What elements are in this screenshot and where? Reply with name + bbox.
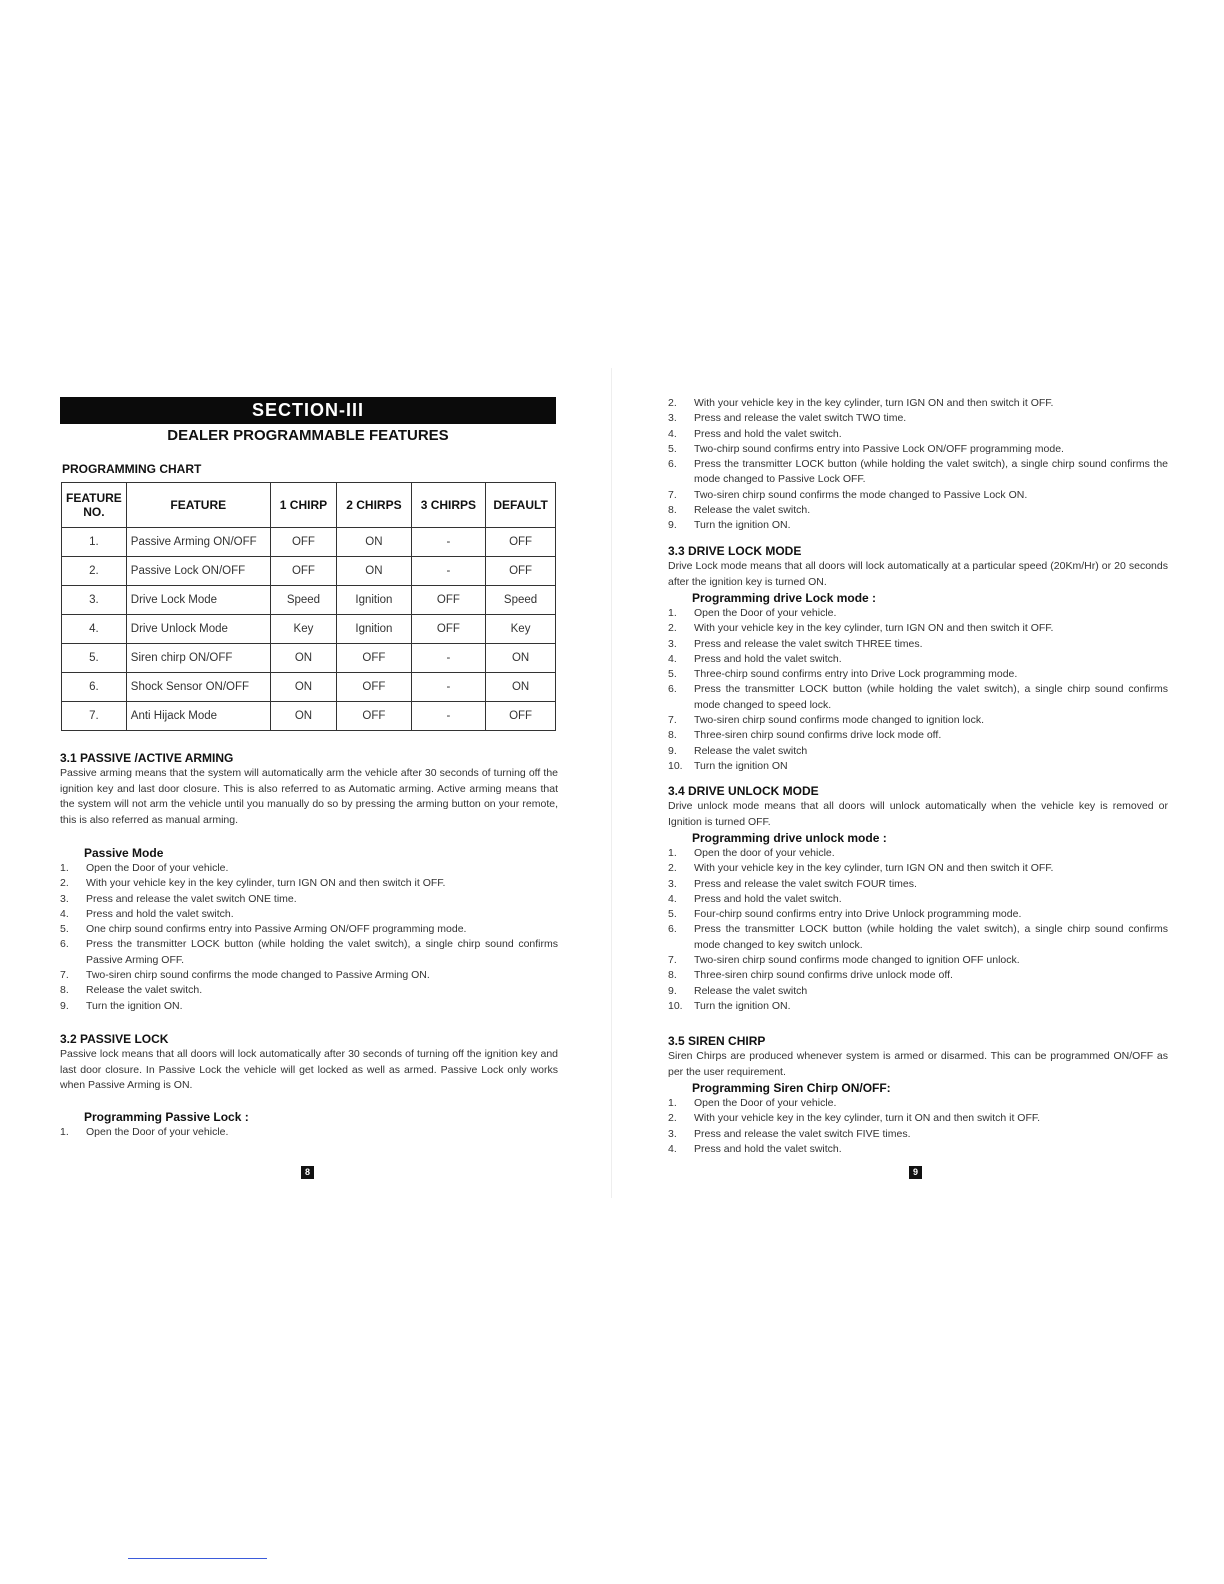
table-row [62, 673, 556, 702]
cell-3-chirps: OFF [411, 586, 485, 615]
programming-chart-table [61, 482, 556, 731]
table-row [62, 702, 556, 731]
cell-2-chirps: OFF [337, 644, 411, 673]
cell-2-chirps: OFF [337, 673, 411, 702]
list-item: 8. Release the valet switch. [668, 504, 811, 517]
passive-lock-steps-continued [668, 396, 1168, 534]
steps-list [668, 606, 1168, 774]
section-heading: 3.3 DRIVE LOCK MODE [668, 544, 802, 558]
table-row [62, 586, 556, 615]
cell-2-chirps: ON [337, 557, 411, 586]
subsection-heading: Programming Siren Chirp ON/OFF: [692, 1081, 891, 1095]
page-fold [611, 368, 612, 1198]
section-3-2 [60, 1031, 558, 1094]
list-item: 10. Turn the ignition ON. [668, 999, 791, 1012]
section-3-5 [668, 1033, 1168, 1157]
list-item: 6. Press the transmitter LOCK button (while holding the valet switch), a single chirp sound confirms mode changed to key switch unlock. [668, 923, 1168, 951]
section-paragraph: Passive arming means that the system will automatically arm the vehicle after 30 seconds of turning off the ignition key and last door closure. This is also referred to as Automatic arming. Active arming means that the system will not arm the vehicle until you manually do so by pressing the arming button on your remote, this is also referred as manual arming. [60, 767, 558, 826]
list-item: 7. Two-siren chirp sound confirms mode changed to ignition OFF unlock. [668, 954, 1020, 967]
cell-default: ON [486, 673, 556, 702]
list-item: 3. Press and release the valet switch THREE times. [668, 637, 923, 650]
header-2-chirps: 2 CHIRPS [337, 483, 411, 528]
cell-no: 2. [62, 557, 127, 586]
list-item: 3. Press and release the valet switch FIVE times. [668, 1127, 911, 1140]
cell-2-chirps: Ignition [337, 615, 411, 644]
list-item: 8. Three-siren chirp sound confirms drive unlock mode off. [668, 969, 953, 982]
subsection-heading: Passive Mode [84, 846, 164, 860]
cell-1-chirp: ON [270, 644, 336, 673]
list-item: 9. Release the valet switch [668, 744, 808, 757]
section-paragraph: Drive unlock mode means that all doors will unlock automatically when the vehicle key is removed or Ignition is turned OFF. [668, 800, 1168, 828]
header-1-chirp: 1 CHIRP [270, 483, 336, 528]
list-item: 4. Press and hold the valet switch. [668, 652, 842, 665]
cell-default: OFF [486, 702, 556, 731]
list-item: 8. Release the valet switch. [60, 984, 203, 997]
list-item: 2. With your vehicle key in the key cylinder, turn IGN ON and then switch it OFF. [668, 622, 1054, 635]
list-item: 6. Press the transmitter LOCK button (while holding the valet switch), a single chirp sound confirms the mode changed to Passive Lock OFF. [668, 458, 1168, 486]
cell-1-chirp: Key [270, 615, 336, 644]
list-item: 4. Press and hold the valet switch. [60, 907, 234, 920]
section-3-1 [60, 750, 558, 828]
table-row [62, 615, 556, 644]
list-item: 9. Release the valet switch [668, 984, 808, 997]
cell-default: ON [486, 644, 556, 673]
cell-2-chirps: OFF [337, 702, 411, 731]
table-header-row [62, 483, 556, 528]
cell-feature: Drive Unlock Mode [126, 615, 270, 644]
cell-3-chirps: - [411, 702, 485, 731]
list-item: 9. Turn the ignition ON. [668, 519, 791, 532]
table-row [62, 644, 556, 673]
list-item: 9. Turn the ignition ON. [60, 999, 183, 1012]
footer-rule [128, 1558, 267, 1559]
header-3-chirps: 3 CHIRPS [411, 483, 485, 528]
list-item: 8. Three-siren chirp sound confirms drive lock mode off. [668, 729, 942, 742]
page-number: 9 [909, 1166, 922, 1179]
cell-1-chirp: Speed [270, 586, 336, 615]
cell-3-chirps: - [411, 557, 485, 586]
page-number: 8 [301, 1166, 314, 1179]
table-row [62, 557, 556, 586]
list-item: 5. Three-chirp sound confirms entry into Drive Lock programming mode. [668, 668, 1018, 681]
subsection-heading: Programming drive unlock mode : [692, 831, 887, 845]
cell-3-chirps: - [411, 673, 485, 702]
list-item: 2. With your vehicle key in the key cylinder, turn IGN ON and then switch it OFF. [60, 877, 446, 890]
cell-no: 7. [62, 702, 127, 731]
subsection-heading: Programming drive Lock mode : [692, 591, 877, 605]
table-row [62, 528, 556, 557]
cell-feature: Shock Sensor ON/OFF [126, 673, 270, 702]
section-heading: 3.5 SIREN CHIRP [668, 1034, 766, 1048]
cell-no: 6. [62, 673, 127, 702]
list-item: 7. Two-siren chirp sound confirms the mode changed to Passive Arming ON. [60, 969, 430, 982]
cell-default: OFF [486, 557, 556, 586]
list-item: 10. Turn the ignition ON [668, 759, 788, 772]
cell-no: 3. [62, 586, 127, 615]
list-item: 7. Two-siren chirp sound confirms the mode changed to Passive Lock ON. [668, 488, 1028, 501]
list-item: 5. One chirp sound confirms entry into Passive Arming ON/OFF programming mode. [60, 923, 467, 936]
steps-list [60, 1125, 558, 1140]
header-feature-no: FEATURE NO. [62, 483, 127, 528]
list-item: 1. Open the Door of your vehicle. [60, 1126, 229, 1138]
cell-2-chirps: Ignition [337, 586, 411, 615]
cell-3-chirps: - [411, 644, 485, 673]
list-item: 6. Press the transmitter LOCK button (while holding the valet switch), a single chirp sound confirms mode changed to speed lock. [668, 683, 1168, 711]
list-item: 3. Press and release the valet switch TWO time. [668, 412, 907, 425]
list-item: 1. Open the Door of your vehicle. [668, 607, 837, 619]
cell-3-chirps: OFF [411, 615, 485, 644]
list-item: 1. Open the door of your vehicle. [668, 847, 835, 859]
cell-no: 4. [62, 615, 127, 644]
cell-1-chirp: OFF [270, 528, 336, 557]
list-item: 1. Open the Door of your vehicle. [668, 1097, 837, 1109]
passive-mode-block [60, 845, 558, 1014]
steps-list [668, 1096, 1168, 1157]
header-default: DEFAULT [486, 483, 556, 528]
section-banner: SECTION-III [60, 397, 556, 424]
section-3-4 [668, 783, 1168, 1014]
cell-feature: Passive Arming ON/OFF [126, 528, 270, 557]
section-paragraph: Passive lock means that all doors will lock automatically after 30 seconds of turning off the ignition key and last door closure. In Passive Lock the vehicle will get locked as well as armed. Passive Lock only works when Passive Arming is ON. [60, 1048, 558, 1091]
cell-no: 1. [62, 528, 127, 557]
section-heading: 3.1 PASSIVE /ACTIVE ARMING [60, 751, 234, 765]
cell-feature: Passive Lock ON/OFF [126, 557, 270, 586]
list-item: 5. Four-chirp sound confirms entry into Drive Unlock programming mode. [668, 908, 1022, 921]
steps-list [668, 846, 1168, 1014]
section-paragraph: Siren Chirps are produced whenever system is armed or disarmed. This can be programmed ON/OFF as per the user requirement. [668, 1050, 1168, 1078]
section-paragraph: Drive Lock mode means that all doors will lock automatically at a particular speed (20Km/Hr) or 20 seconds after the ignition key is turned ON. [668, 560, 1168, 588]
list-item: 3. Press and release the valet switch FOUR times. [668, 877, 917, 890]
cell-default: Speed [486, 586, 556, 615]
list-item: 6. Press the transmitter LOCK button (while holding the valet switch), a single chirp sound confirms Passive Arming OFF. [60, 938, 558, 966]
right-page [668, 0, 1168, 1584]
page-title: DEALER PROGRAMMABLE FEATURES [167, 427, 449, 444]
list-item: 5. Two-chirp sound confirms entry into Passive Lock ON/OFF programming mode. [668, 442, 1064, 455]
steps-list [60, 861, 558, 1014]
cell-no: 5. [62, 644, 127, 673]
cell-1-chirp: OFF [270, 557, 336, 586]
list-item: 2. With your vehicle key in the key cylinder, turn it ON and then switch it OFF. [668, 1112, 1041, 1125]
steps-list [668, 396, 1168, 534]
section-3-3 [668, 543, 1168, 774]
section-heading: 3.2 PASSIVE LOCK [60, 1032, 169, 1046]
cell-default: Key [486, 615, 556, 644]
list-item: 4. Press and hold the valet switch. [668, 1142, 842, 1155]
cell-1-chirp: ON [270, 702, 336, 731]
programming-chart-label: PROGRAMMING CHART [62, 462, 202, 476]
list-item: 4. Press and hold the valet switch. [668, 427, 842, 440]
header-feature: FEATURE [126, 483, 270, 528]
cell-3-chirps: - [411, 528, 485, 557]
cell-default: OFF [486, 528, 556, 557]
cell-1-chirp: ON [270, 673, 336, 702]
list-item: 7. Two-siren chirp sound confirms mode changed to ignition lock. [668, 714, 985, 727]
cell-feature: Anti Hijack Mode [126, 702, 270, 731]
list-item: 4. Press and hold the valet switch. [668, 892, 842, 905]
list-item: 3. Press and release the valet switch ONE time. [60, 892, 297, 905]
cell-2-chirps: ON [337, 528, 411, 557]
cell-feature: Drive Lock Mode [126, 586, 270, 615]
programming-passive-lock-block [60, 1109, 558, 1140]
left-page [60, 0, 558, 1584]
list-item: 2. With your vehicle key in the key cylinder, turn IGN ON and then switch it OFF. [668, 397, 1054, 409]
cell-feature: Siren chirp ON/OFF [126, 644, 270, 673]
subsection-heading: Programming Passive Lock : [84, 1110, 249, 1124]
list-item: 2. With your vehicle key in the key cylinder, turn IGN ON and then switch it OFF. [668, 862, 1054, 875]
section-heading: 3.4 DRIVE UNLOCK MODE [668, 784, 819, 798]
list-item: 1. Open the Door of your vehicle. [60, 862, 229, 874]
